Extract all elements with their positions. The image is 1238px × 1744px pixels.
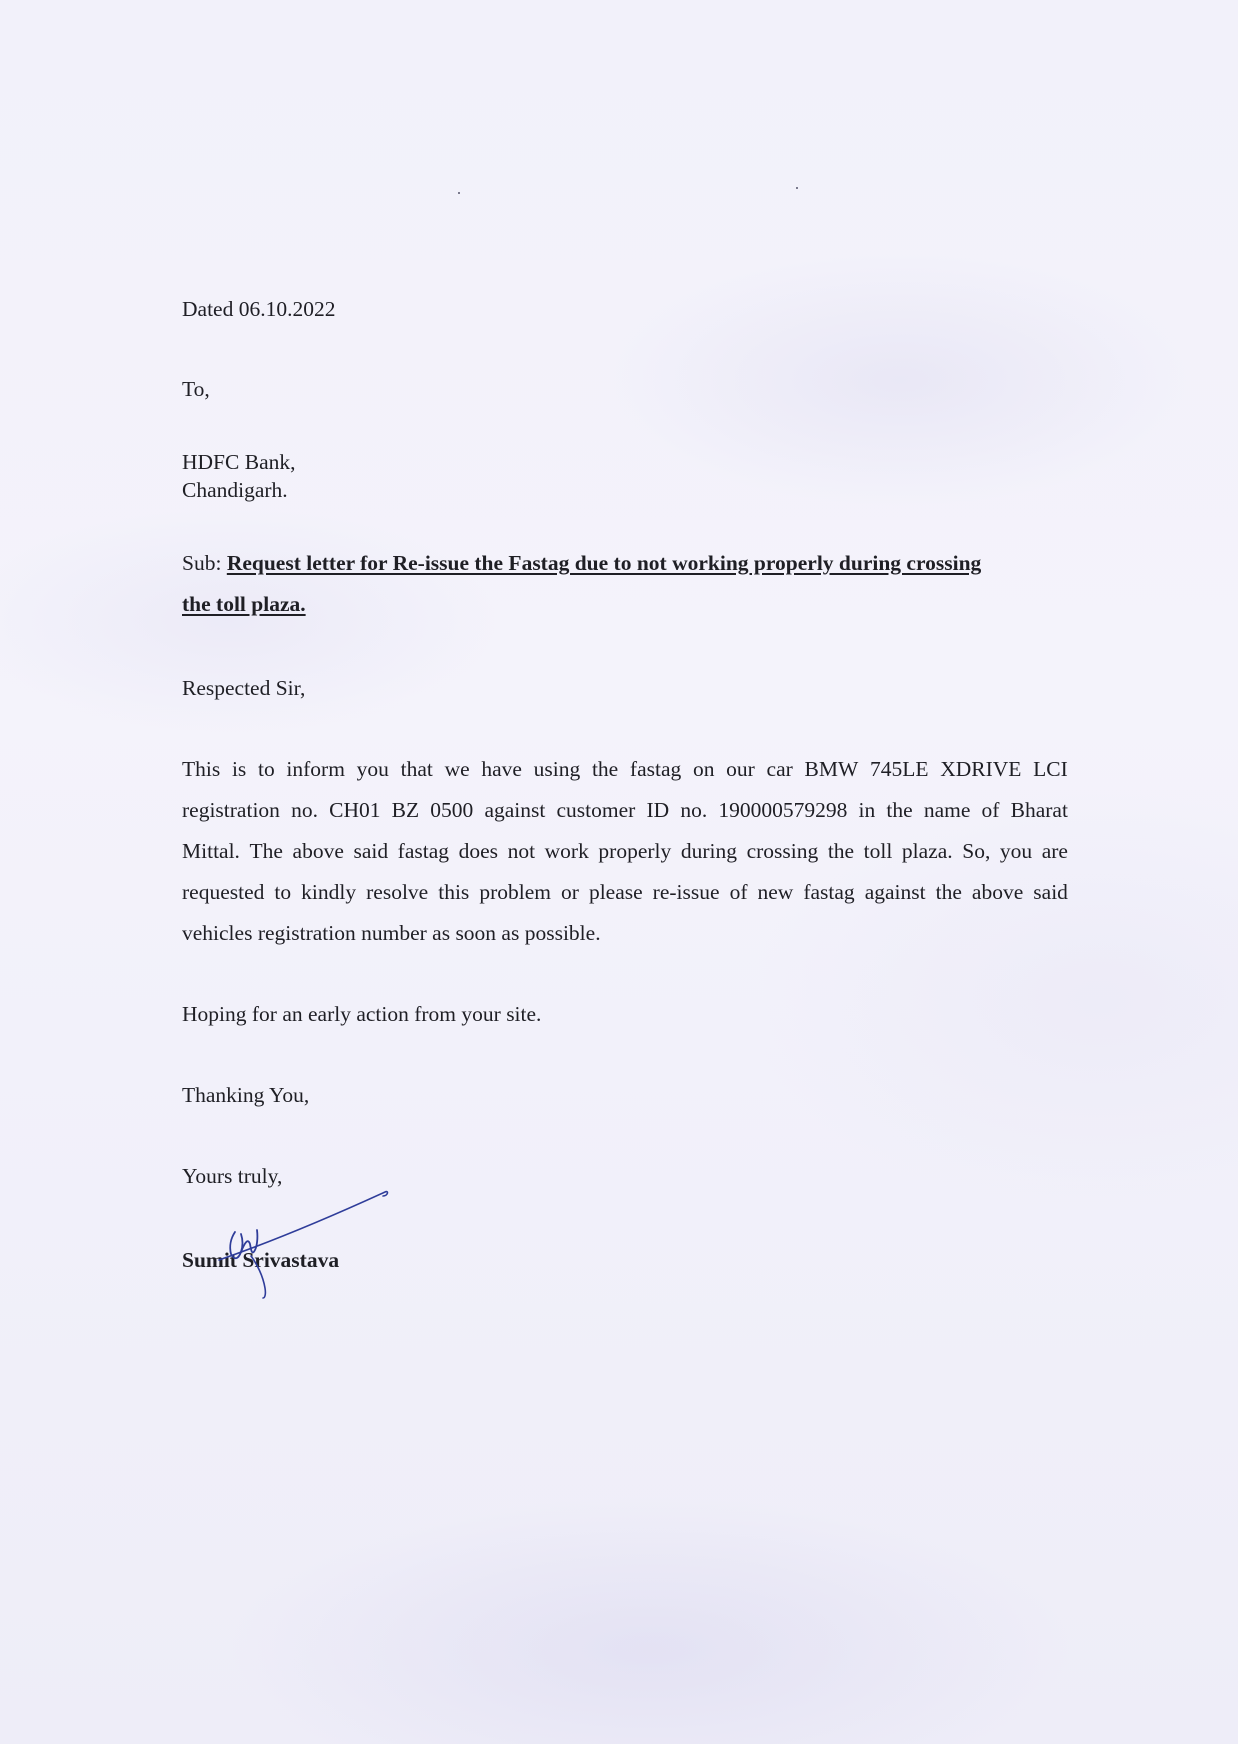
subject-title-line-2: the toll plaza. <box>182 592 306 616</box>
body-word: in <box>858 798 876 822</box>
body-word: the <box>935 880 962 904</box>
body-word: BMW <box>804 757 859 781</box>
subject <box>182 543 1068 625</box>
body-word: crossing <box>746 839 819 863</box>
closing-line: Yours truly, <box>182 1164 283 1188</box>
body-word: against <box>864 880 926 904</box>
body-word: 190000579298 <box>718 798 848 822</box>
body-word: toll <box>863 839 893 863</box>
body-line <box>182 749 1068 790</box>
body-word: So, <box>962 839 991 863</box>
handwritten-signature <box>205 1180 390 1300</box>
body-word: the <box>827 839 855 863</box>
body-word: of <box>729 880 748 904</box>
body-word: that <box>400 757 433 781</box>
body-word: this <box>438 880 470 904</box>
body-word: above <box>971 880 1024 904</box>
body-word: requested <box>182 880 265 904</box>
body-word: kindly <box>301 880 357 904</box>
body-word: 0500 <box>430 798 474 822</box>
body-word: during <box>680 839 737 863</box>
body-word: re-issue <box>652 880 720 904</box>
recipient-to: To, <box>182 377 210 401</box>
body-word: no. <box>680 798 708 822</box>
body-word: XDRIVE <box>940 757 1022 781</box>
subject-title-line-1: Request letter for Re-issue the Fastag due to not working properly during crossing <box>226 551 982 575</box>
body-word: The <box>249 839 283 863</box>
body-word: plaza. <box>901 839 953 863</box>
address-line: Chandigarh. <box>182 478 288 502</box>
body-word: above <box>292 839 344 863</box>
body-line-last: vehicles registration number as soon as possible. <box>182 921 601 945</box>
date-line: Dated 06.10.2022 <box>182 297 336 321</box>
body-word: LCI <box>1033 757 1068 781</box>
body-line <box>182 872 1068 913</box>
body-word: are <box>1041 839 1068 863</box>
thanks-line: Thanking You, <box>182 1083 310 1107</box>
body-word: against <box>484 798 546 822</box>
body-word: of <box>981 798 1000 822</box>
body-line <box>182 831 1068 872</box>
body-word: customer <box>556 798 636 822</box>
body-word: CH01 <box>329 798 381 822</box>
closing-request: Hoping for an early action from your site. <box>182 1002 542 1026</box>
signer-name: Sumit Srivastava <box>182 1248 340 1272</box>
address-line: HDFC Bank, <box>182 450 296 474</box>
body-word: you <box>999 839 1033 863</box>
body-word: does <box>458 839 499 863</box>
body-word: no. <box>291 798 318 822</box>
body-word: work <box>544 839 589 863</box>
body-word: car <box>766 757 793 781</box>
body-word: BZ <box>391 798 420 822</box>
subject-prefix: Sub: <box>182 551 222 575</box>
body-word: to <box>274 880 292 904</box>
body-word: you <box>356 757 389 781</box>
body-word: using <box>533 757 581 781</box>
body-word: have <box>481 757 522 781</box>
body-word: the <box>591 757 619 781</box>
body-word: is <box>231 757 247 781</box>
body-word: new <box>757 880 794 904</box>
body-word: ID <box>646 798 670 822</box>
body-word: not <box>507 839 536 863</box>
body-word: name <box>923 798 971 822</box>
body-word: Mittal. <box>182 839 240 863</box>
body-line <box>182 790 1068 831</box>
body-word: registration <box>182 798 280 822</box>
salutation: Respected Sir, <box>182 676 306 700</box>
paper-speck <box>796 187 798 189</box>
body-word: we <box>444 757 470 781</box>
letter-body <box>182 749 1068 954</box>
body-word: on <box>692 757 715 781</box>
body-word: This <box>182 757 221 781</box>
body-word: said <box>1033 880 1068 904</box>
body-word: inform <box>286 757 345 781</box>
body-word: said <box>353 839 389 863</box>
body-word: to <box>257 757 275 781</box>
body-word: Bharat <box>1010 798 1068 822</box>
body-word: fastag <box>397 839 450 863</box>
body-word: problem <box>479 880 551 904</box>
body-word: fastag <box>629 757 682 781</box>
body-word: our <box>726 757 755 781</box>
body-word: fastag <box>803 880 855 904</box>
paper-speck <box>458 192 460 194</box>
body-word: properly <box>598 839 672 863</box>
body-word: or <box>561 880 579 904</box>
body-word: please <box>588 880 643 904</box>
recipient-address <box>182 448 1068 504</box>
body-word: 745LE <box>869 757 929 781</box>
body-word: the <box>886 798 913 822</box>
body-word: resolve <box>366 880 429 904</box>
